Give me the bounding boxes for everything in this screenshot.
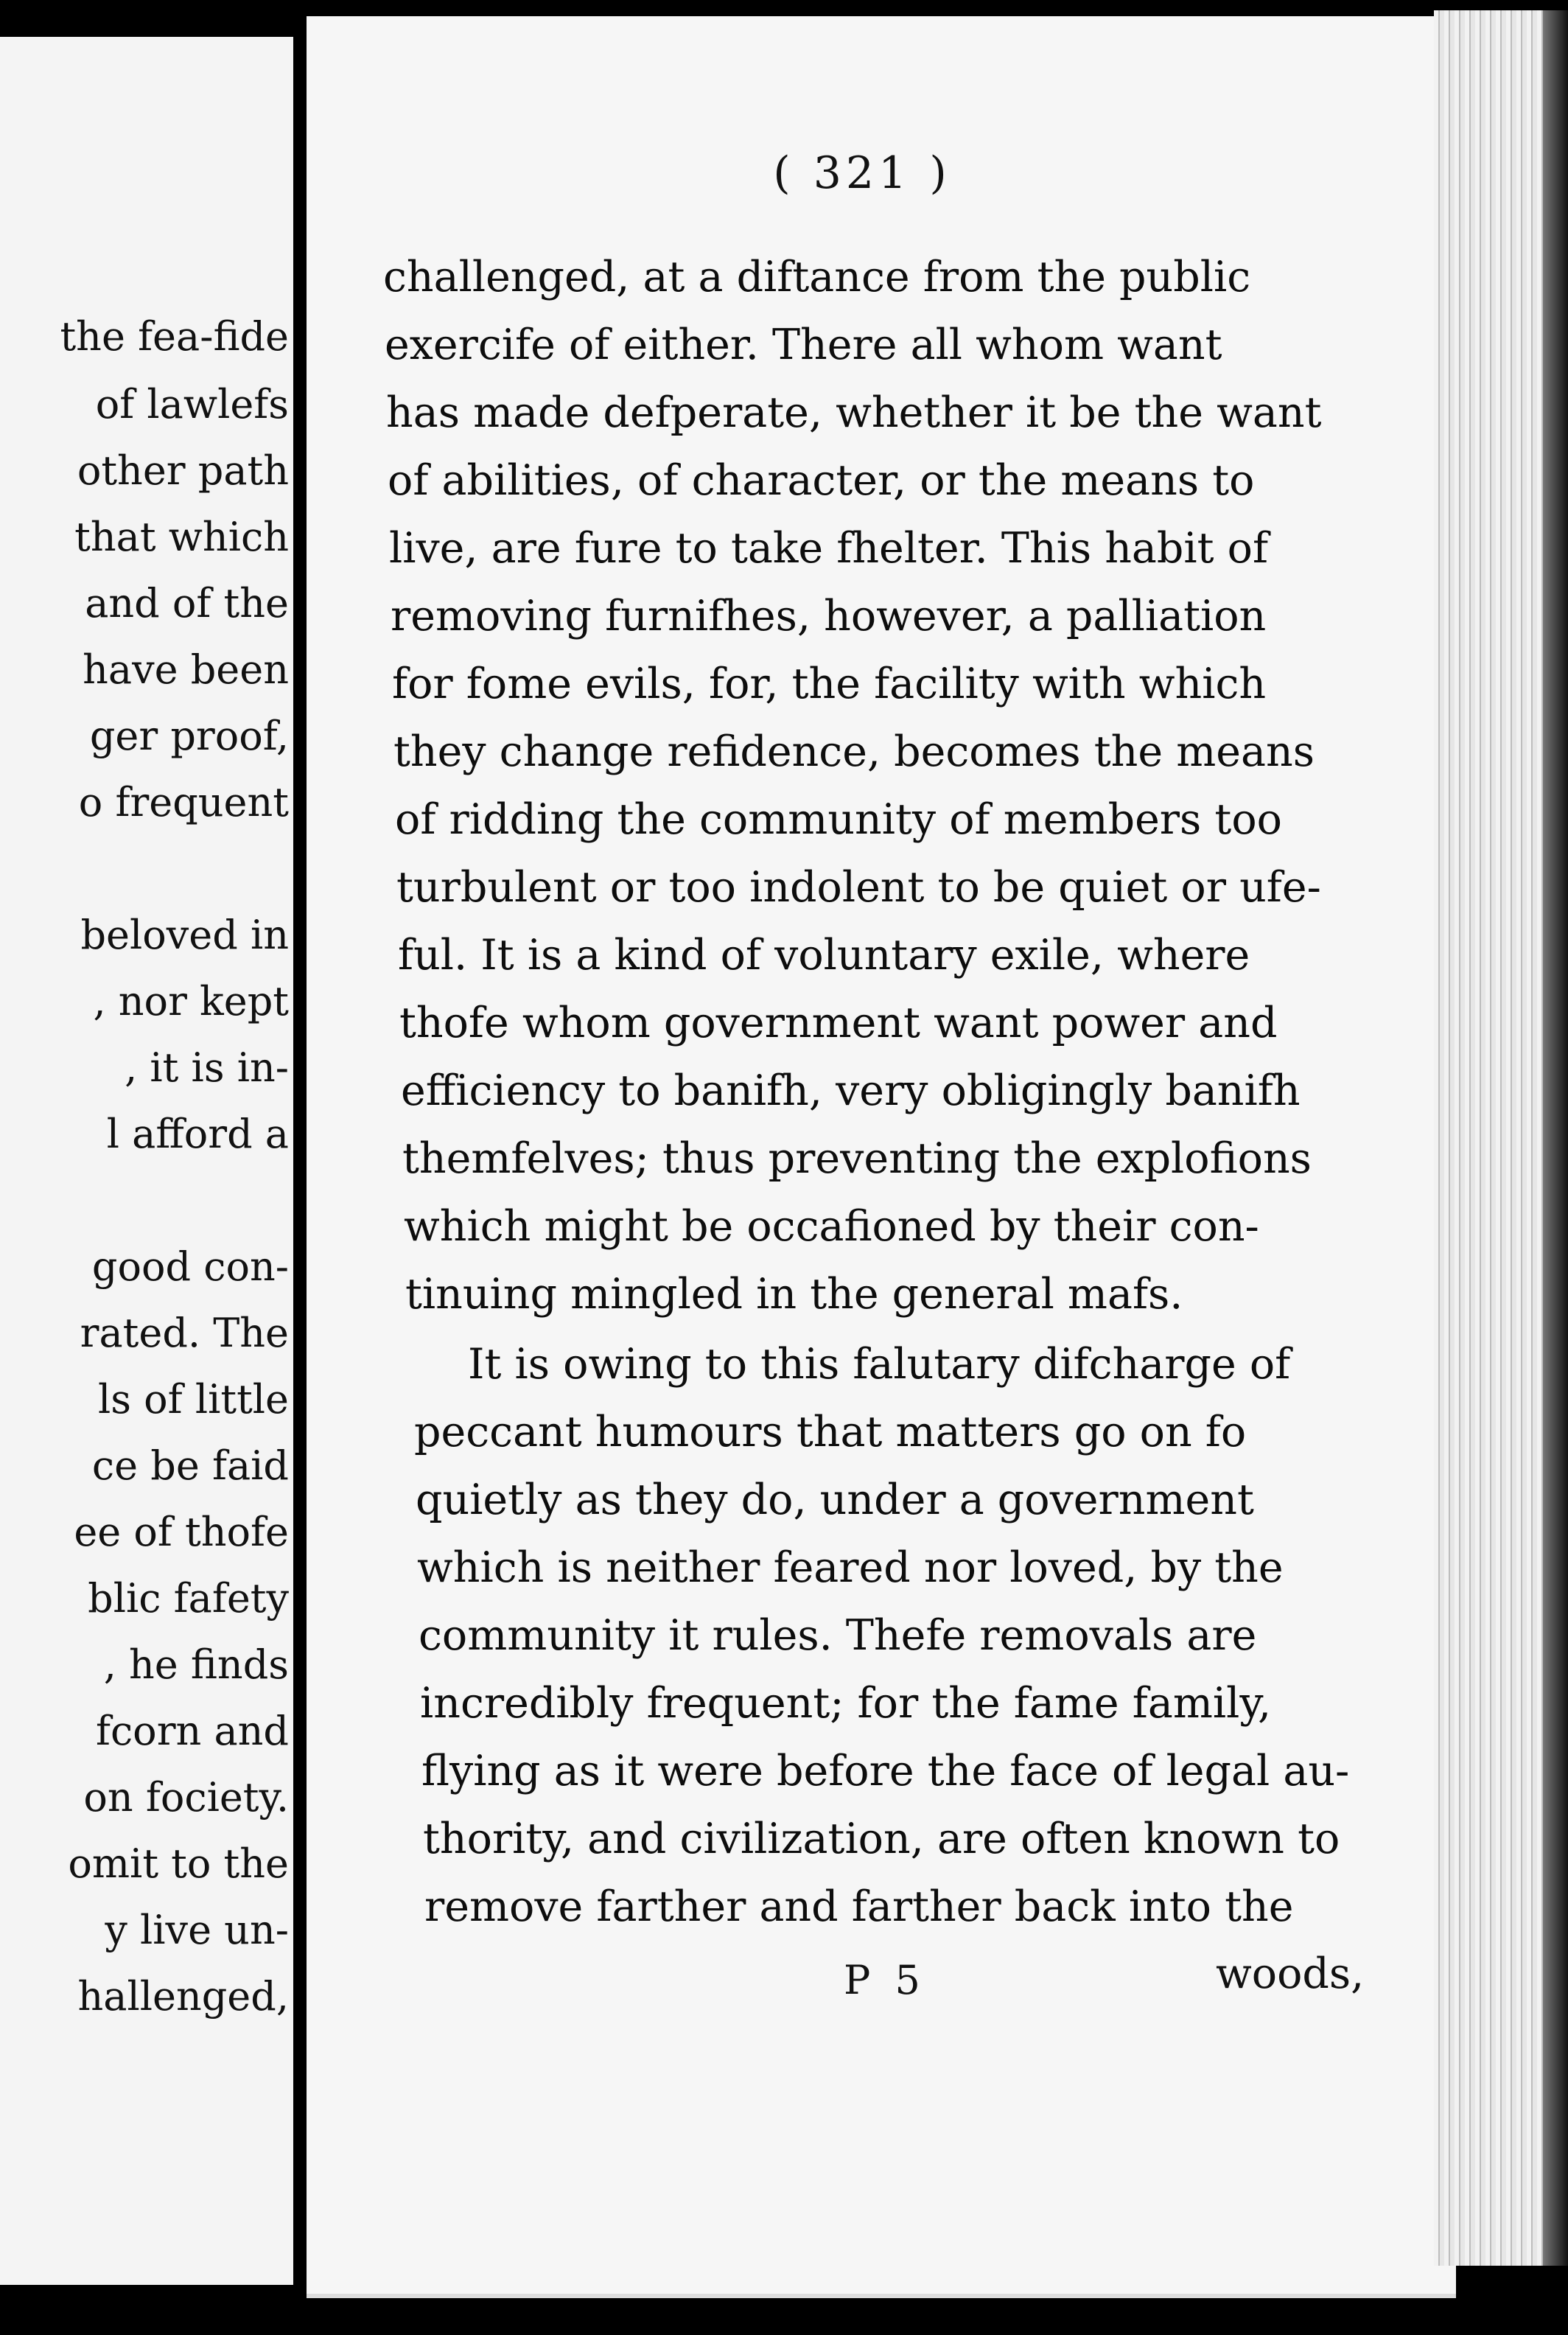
body-line: which might be occafioned by their con- <box>404 1202 1259 1251</box>
body-line: flying as it were before the face of legal au- <box>421 1747 1350 1795</box>
left-page-line: other path <box>77 447 289 494</box>
body-line: peccant humours that matters go on fo <box>414 1408 1247 1456</box>
left-page-line: o frequent <box>78 779 289 826</box>
body-line: exercife of either. There all whom want <box>385 321 1222 369</box>
left-page-line: and of the <box>85 580 289 626</box>
body-line: It is owing to this falutary difcharge of <box>468 1340 1291 1389</box>
book-gutter <box>293 0 307 2335</box>
left-page-line: of lawlefs <box>95 381 289 427</box>
body-line: community it rules. Thefe removals are <box>419 1611 1257 1660</box>
body-line: challenged, at a diftance from the public <box>383 253 1251 301</box>
body-line: live, are fure to take fhelter. This habit of <box>389 524 1269 573</box>
body-line: thofe whom government want power and <box>399 999 1278 1047</box>
body-line: of abilities, of character, or the means to <box>388 456 1255 505</box>
left-page-line: beloved in <box>80 912 289 958</box>
left-page-line: blic fafety <box>88 1575 289 1622</box>
body-line: has made defperate, whether it be the want <box>386 388 1322 437</box>
left-page-line: , nor kept <box>93 978 289 1025</box>
body-line: removing furnifhes, however, a palliation <box>391 592 1267 641</box>
left-page-line: l afford a <box>106 1111 289 1157</box>
left-page-line: rated. The <box>80 1310 289 1356</box>
page-edges <box>1434 10 1543 2266</box>
left-page-line: omit to the <box>68 1840 289 1887</box>
body-line: themfelves; thus preventing the explofions <box>402 1134 1312 1183</box>
body-line: efficiency to banifh, very obligingly banifh <box>401 1067 1301 1115</box>
left-page-line: have been <box>83 646 289 693</box>
left-page-line: ce be faid <box>91 1442 289 1489</box>
left-page-line: ls of little <box>98 1376 289 1423</box>
left-page-line: fcorn and <box>95 1708 289 1754</box>
left-page-line: hallenged, <box>77 1973 289 2020</box>
left-page-line: , it is in- <box>125 1044 289 1091</box>
left-page-line: ee of thofe <box>74 1509 289 1555</box>
body-line: thority, and civilization, are often known to <box>423 1815 1340 1863</box>
body-line: which is neither feared nor loved, by the <box>417 1543 1284 1592</box>
left-page-line: y live un- <box>105 1907 289 1953</box>
left-page-line: on fociety. <box>83 1774 289 1821</box>
body-line: turbulent or too indolent to be quiet or ufe- <box>396 863 1321 912</box>
left-page-line: that which <box>74 514 289 560</box>
left-page-line: , he finds <box>103 1641 289 1688</box>
left-page-line: good con- <box>91 1243 289 1290</box>
signature-mark: P 5 <box>844 1957 926 2003</box>
page-number-header: ( 321 ) <box>773 147 951 199</box>
catchword: woods, <box>1216 1950 1365 1998</box>
body-line: remove farther and farther back into the <box>424 1882 1294 1931</box>
body-line: ful. It is a kind of voluntary exile, where <box>398 931 1250 980</box>
left-page-line: ger proof, <box>89 713 289 759</box>
left-page-line: the fea-fide <box>60 313 289 360</box>
body-line: of ridding the community of members too <box>395 795 1282 844</box>
body-line: tinuing mingled in the general mafs. <box>405 1270 1183 1319</box>
body-line: they change refidence, becomes the means <box>393 727 1315 776</box>
body-line: incredibly frequent; for the fame family, <box>420 1679 1272 1728</box>
left-page <box>0 37 293 2285</box>
body-line: quietly as they do, under a government <box>416 1476 1254 1524</box>
edge-shadow <box>1543 10 1568 2266</box>
body-line: for fome evils, for, the facility with which <box>392 660 1267 708</box>
